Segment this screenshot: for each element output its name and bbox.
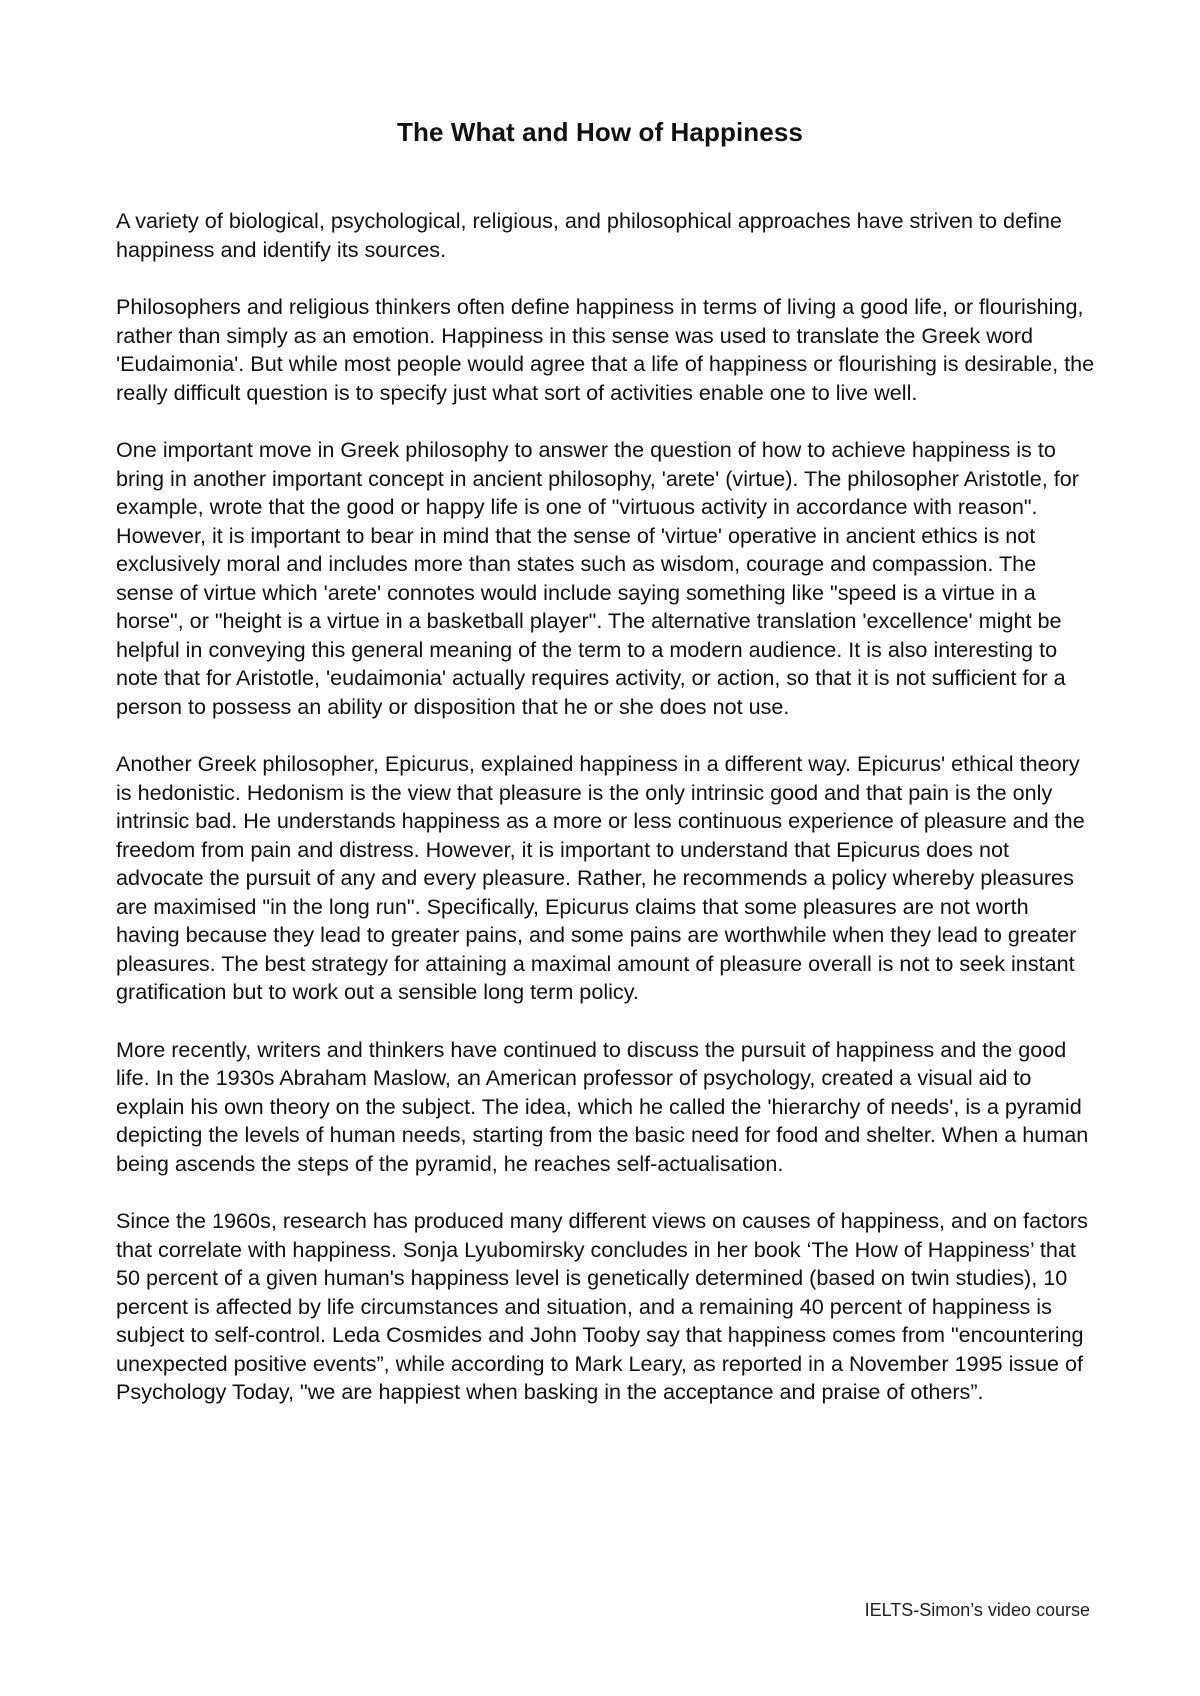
- paragraph-introduction: A variety of biological, psychological, religious, and philosophical approaches have striven to define happiness and identify its sources.: [116, 208, 1062, 262]
- paragraph-eudaimonia: Philosophers and religious thinkers often define happiness in terms of living a good life, or flourishing, rather than simply as an emotion. Happiness in this sense was used to translate the Greek word 'Eudaimonia'. But while most people would agree that a life of happiness or flourishing is desirable, the really difficult question is to specify just what sort of activities enable one to live well.: [116, 294, 1095, 405]
- document-body: [116, 207, 1096, 1407]
- document-title: The What and How of Happiness: [397, 117, 803, 147]
- paragraph-maslow: More recently, writers and thinkers have continued to discuss the pursuit of happiness and the good life. In the 1930s Abraham Maslow, an American professor of psychology, created a visual aid to explain his own theory on the subject. The idea, which he called the 'hierarchy of needs', is a pyramid depicting the levels of human needs, starting from the basic need for food and shelter. When a human being ascends the steps of the pyramid, he reaches self-actualisation.: [116, 1036, 1089, 1176]
- paragraph-aristotle-arete: One important move in Greek philosophy to answer the question of how to achieve happiness is to bring in another important concept in ancient philosophy, 'arete' (virtue). The philosopher Aristotle, for example, wrote that the good or happy life is one of "virtuous activity in accordance with reason". However, it is important to bear in mind that the sense of 'virtue' operative in ancient ethics is not exclusively moral and includes more than states such as wisdom, courage and compassion. The sense of virtue which 'arete' connotes would include saying something like "speed is a virtue in a horse", or "height is a virtue in a basketball player". The alternative translation 'excellence' might be helpful in conveying this general meaning of the term to a modern audience. It is also interesting to note that for Aristotle, 'eudaimonia' actually requires activity, or action, so that it is not sufficient for a person to possess an ability or disposition that he or she does not use.: [116, 437, 1079, 719]
- paragraph-epicurus: Another Greek philosopher, Epicurus, explained happiness in a different way. Epicurus' ethical theory is hedonistic. Hedonism is the view that pleasure is the only intrinsic good and that pain is the only intrinsic bad. He understands happiness as a more or less continuous experience of pleasure and the freedom from pain and distress. However, it is important to understand that Epicurus does not advocate the pursuit of any and every pleasure. Rather, he recommends a policy whereby pleasures are maximised "in the long run". Specifically, Epicurus claims that some pleasures are not worth having because they lead to greater pains, and some pains are worthwhile when they lead to greater pleasures. The best strategy for attaining a maximal amount of pleasure overall is not to seek instant gratification but to work out a sensible long term policy.: [116, 751, 1085, 1004]
- page-footer: IELTS-Simon’s video course: [864, 1600, 1090, 1620]
- paragraph-research: Since the 1960s, research has produced many different views on causes of happiness, and on factors that correlate with happiness. Sonja Lyubomirsky concludes in her book ‘The How of Happiness’ that 50 percent of a given human's happiness level is genetically determined (based on twin studies), 10 percent is affected by life circumstances and situation, and a remaining 40 percent of happiness is subject to self-control. Leda Cosmides and John Tooby say that happiness comes from "encountering unexpected positive events”, while according to Mark Leary, as reported in a November 1995 issue of Psychology Today, "we are happiest when basking in the acceptance and praise of others”.: [116, 1208, 1088, 1404]
